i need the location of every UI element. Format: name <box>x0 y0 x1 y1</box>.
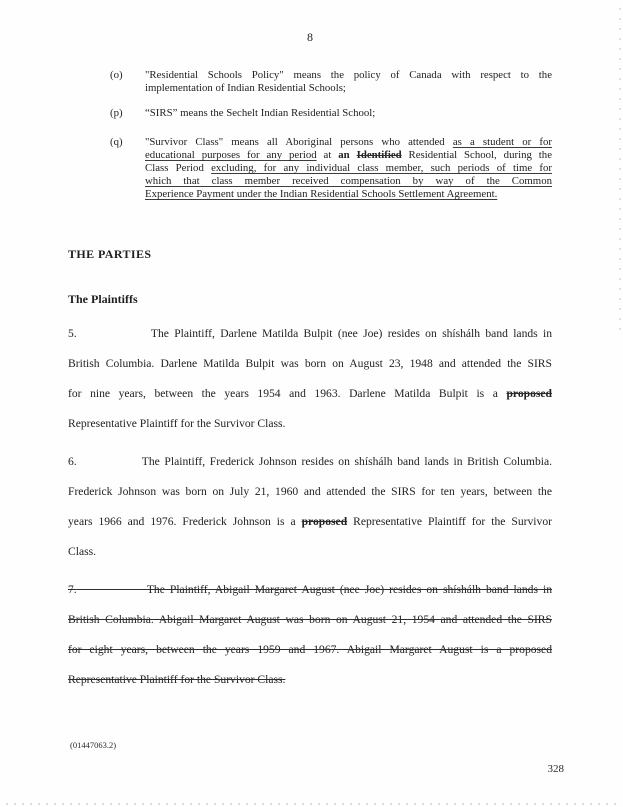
text-segment: Residential School, during the <box>401 149 552 161</box>
paragraph-number: 7. <box>68 583 77 596</box>
deleted-text: proposed <box>506 387 552 400</box>
paragraph-7 <box>68 575 552 695</box>
text-segment: The Plaintiff, Darlene Matilda Bulpit (nee Joe) resides on shíshálh band lands in <box>150 327 552 340</box>
definitions-list <box>68 69 552 201</box>
definition-label: (p) <box>110 107 123 119</box>
scan-artifact-right-edge <box>619 8 621 338</box>
tab-spacer <box>77 327 151 340</box>
text-segment: Class Period <box>145 162 212 174</box>
definition-o <box>68 69 552 95</box>
text-segment: an <box>338 149 350 161</box>
definition-q <box>68 136 552 201</box>
doc-line <box>68 379 552 409</box>
paragraph-5 <box>68 319 552 439</box>
bates-number: 328 <box>547 763 564 775</box>
text-segment: British Columbia. Darlene Matilda Bulpit was born on August 23, 1948 and attended the SIRS <box>68 357 552 370</box>
inserted-text: educational purposes for any period <box>145 149 317 161</box>
definition-label: (q) <box>110 136 123 148</box>
heading-the-plaintiffs: The Plaintiffs <box>68 292 138 306</box>
text-segment: The Plaintiff, Abigail Margaret August (nee Joe) resides on shíshálh band lands in <box>146 583 552 596</box>
doc-line <box>68 349 552 379</box>
text-segment: Representative Plaintiff for the Survivor Class. <box>68 417 286 430</box>
doc-line <box>68 575 552 605</box>
inserted-text: Experience Payment under the Indian Residential Schools Settlement Agreement. <box>145 188 498 200</box>
doc-line <box>68 409 552 439</box>
text-segment: Representative Plaintiff for the Survivor <box>347 515 552 528</box>
doc-line <box>68 507 552 537</box>
paragraph-6 <box>68 447 552 567</box>
doc-line <box>145 188 552 201</box>
text-segment: years 1966 and 1976. Frederick Johnson is a <box>68 515 302 528</box>
tab-spacer <box>77 455 142 468</box>
doc-line <box>68 477 552 507</box>
text-segment: British Columbia. Abigail Margaret August was born on August 21, 1954 and attended the SIRS <box>68 613 552 626</box>
definition-label: (o) <box>110 69 123 81</box>
deleted-text: Identified <box>356 149 402 161</box>
text-segment <box>350 149 357 161</box>
text-segment: "Residential Schools Policy" means the policy of Canada with respect to the <box>145 69 552 81</box>
paragraphs-list <box>68 319 552 695</box>
doc-line <box>145 149 552 162</box>
doc-line <box>145 136 552 149</box>
text-segment: for eight years, between the years 1959 and 1967. Abigail Margaret August is a proposed <box>68 643 552 656</box>
paragraph-number: 6. <box>68 455 77 468</box>
doc-line <box>68 319 552 349</box>
heading-the-parties: THE PARTIES <box>68 247 152 261</box>
inserted-text: excluding, for any individual class member, such periods of time for <box>211 162 552 174</box>
doc-line <box>68 447 552 477</box>
document-number: (01447063.2) <box>70 740 117 750</box>
text-segment: Frederick Johnson was born on July 21, 1960 and attended the SIRS for ten years, between the <box>68 485 552 498</box>
text-segment: for nine years, between the years 1954 and 1963. Darlene Matilda Bulpit is a <box>68 387 507 400</box>
doc-line <box>68 537 552 567</box>
text-segment: Class. <box>68 545 97 558</box>
text-segment: "Survivor Class" means all Aboriginal persons who attended <box>145 136 453 148</box>
definition-p <box>68 107 552 120</box>
doc-line <box>145 107 552 120</box>
text-segment: Representative Plaintiff for the Survivor Class. <box>68 673 286 686</box>
text-segment: at <box>316 149 339 161</box>
inserted-text: which that class member received compensation by way of the Common <box>145 175 552 187</box>
doc-line <box>145 82 552 95</box>
paragraph-number: 5. <box>68 327 77 340</box>
document-content <box>68 0 552 695</box>
page-number: 8 <box>307 30 313 44</box>
text-segment: implementation of Indian Residential Schools; <box>145 82 346 94</box>
scan-artifact-bottom-edge <box>6 803 617 805</box>
doc-line <box>145 175 552 188</box>
doc-line <box>68 665 552 695</box>
inserted-text: as a student or for <box>452 136 552 148</box>
tab-spacer <box>77 583 147 596</box>
doc-line <box>145 162 552 175</box>
text-segment: “SIRS” means the Sechelt Indian Residential School; <box>145 107 376 119</box>
deleted-text: proposed <box>301 515 348 528</box>
doc-line <box>145 69 552 82</box>
doc-line <box>68 635 552 665</box>
text-segment: The Plaintiff, Frederick Johnson resides on shíshálh band lands in British Columbia. <box>141 455 552 468</box>
doc-line <box>68 605 552 635</box>
